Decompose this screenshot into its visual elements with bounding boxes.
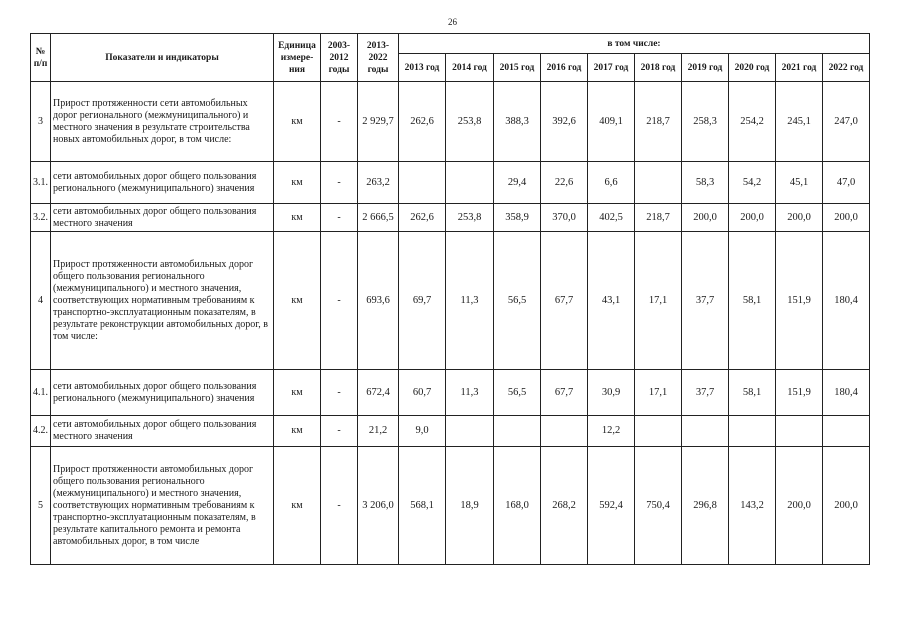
row-year-value: 151,9 [776,370,823,416]
row-year-value: 30,9 [588,370,635,416]
row-year-value: 11,3 [446,370,494,416]
row-year-value: 11,3 [446,232,494,370]
row-year-value [776,416,823,447]
row-year-value: 409,1 [588,82,635,162]
row-year-value: 67,7 [541,370,588,416]
row-unit: км [274,82,321,162]
row-year-value: 143,2 [729,447,776,565]
row-year-value: 18,9 [446,447,494,565]
row-number: 4.2. [31,416,51,447]
row-year-value: 29,4 [494,162,541,204]
row-year-value: 402,5 [588,204,635,232]
header-year: 2022 год [823,54,870,82]
row-year-value: 12,2 [588,416,635,447]
header-year: 2018 год [635,54,682,82]
table-row [31,416,870,447]
row-number: 5 [31,447,51,565]
row-year-value: 37,7 [682,232,729,370]
row-year-value: 180,4 [823,232,870,370]
row-indicator-name: сети автомобильных дорог общего пользования регионального (межмуниципального) значения [51,370,274,416]
row-year-value [399,162,446,204]
row-year-value: 388,3 [494,82,541,162]
header-unit: Единица измере-ния [274,34,321,82]
row-year-value: 200,0 [729,204,776,232]
row-year-value [446,162,494,204]
row-year-value: 200,0 [682,204,729,232]
row-indicator-name: Прирост протяженности сети автомобильных дорог регионального (межмуниципального) и местного значения в результате строительства новых автомобильных дорог, в том числе: [51,82,274,162]
row-unit: км [274,416,321,447]
row-number: 3.1. [31,162,51,204]
row-year-value: 168,0 [494,447,541,565]
row-year-value: 296,8 [682,447,729,565]
row-period-2003-2012: - [321,416,358,447]
row-year-value: 9,0 [399,416,446,447]
row-year-value: 180,4 [823,370,870,416]
header-year: 2017 год [588,54,635,82]
row-year-value [541,416,588,447]
row-period-2013-2022: 672,4 [358,370,399,416]
row-period-2003-2012: - [321,204,358,232]
row-indicator-name: сети автомобильных дорог общего пользования местного значения [51,416,274,447]
row-year-value: 6,6 [588,162,635,204]
row-year-value: 58,1 [729,370,776,416]
row-year-value: 56,5 [494,370,541,416]
row-year-value: 58,3 [682,162,729,204]
row-period-2003-2012: - [321,162,358,204]
table-row [31,162,870,204]
header-year: 2016 год [541,54,588,82]
row-year-value: 262,6 [399,82,446,162]
row-period-2003-2012: - [321,232,358,370]
header-year: 2013 год [399,54,446,82]
header-year: 2020 год [729,54,776,82]
row-unit: км [274,204,321,232]
header-year: 2019 год [682,54,729,82]
row-year-value: 218,7 [635,204,682,232]
row-year-value: 262,6 [399,204,446,232]
row-unit: км [274,447,321,565]
table-row [31,447,870,565]
row-period-2013-2022: 263,2 [358,162,399,204]
row-unit: км [274,232,321,370]
row-period-2003-2012: - [321,370,358,416]
row-indicator-name: сети автомобильных дорог общего пользования регионального (межмуниципального) значения [51,162,274,204]
row-period-2013-2022: 693,6 [358,232,399,370]
row-year-value: 254,2 [729,82,776,162]
table-row [31,82,870,162]
row-year-value: 750,4 [635,447,682,565]
indicators-table [30,33,870,565]
row-year-value: 200,0 [823,447,870,565]
table-row [31,204,870,232]
row-year-value [635,416,682,447]
row-number: 4.1. [31,370,51,416]
header-period-2013-2022: 2013-2022 годы [358,34,399,82]
row-year-value: 218,7 [635,82,682,162]
header-including: в том числе: [399,34,870,54]
row-unit: км [274,370,321,416]
header-no: № п/п [31,34,51,82]
row-period-2013-2022: 2 666,5 [358,204,399,232]
row-year-value: 200,0 [776,204,823,232]
row-year-value [823,416,870,447]
row-year-value: 58,1 [729,232,776,370]
row-year-value: 17,1 [635,232,682,370]
row-period-2003-2012: - [321,82,358,162]
page-number: 26 [448,17,457,27]
row-period-2003-2012: - [321,447,358,565]
row-year-value: 56,5 [494,232,541,370]
row-year-value: 268,2 [541,447,588,565]
row-year-value: 370,0 [541,204,588,232]
row-year-value [494,416,541,447]
row-number: 3 [31,82,51,162]
row-year-value [446,416,494,447]
row-year-value: 245,1 [776,82,823,162]
row-year-value: 54,2 [729,162,776,204]
row-number: 4 [31,232,51,370]
row-year-value: 43,1 [588,232,635,370]
row-number: 3.2. [31,204,51,232]
row-year-value: 392,6 [541,82,588,162]
row-year-value: 200,0 [823,204,870,232]
row-year-value: 69,7 [399,232,446,370]
row-unit: км [274,162,321,204]
row-year-value: 253,8 [446,204,494,232]
row-year-value [682,416,729,447]
row-period-2013-2022: 21,2 [358,416,399,447]
header-year: 2021 год [776,54,823,82]
row-year-value: 45,1 [776,162,823,204]
row-year-value: 568,1 [399,447,446,565]
row-year-value: 151,9 [776,232,823,370]
row-year-value: 258,3 [682,82,729,162]
row-year-value: 358,9 [494,204,541,232]
row-year-value: 592,4 [588,447,635,565]
header-year: 2014 год [446,54,494,82]
header-year: 2015 год [494,54,541,82]
row-year-value: 17,1 [635,370,682,416]
row-year-value: 247,0 [823,82,870,162]
row-year-value: 60,7 [399,370,446,416]
row-year-value: 22,6 [541,162,588,204]
row-year-value [635,162,682,204]
row-indicator-name: сети автомобильных дорог общего пользования местного значения [51,204,274,232]
row-indicator-name: Прирост протяженности автомобильных дорог общего пользования регионального (межмуниципального) и местного значения, соответствующих нормативным требованиям к транспортно-эксплуатационным показателям, в результате капитального ремонта и ремонта автомобильных дорог, в том числе [51,447,274,565]
header-period-2003-2012: 2003-2012 годы [321,34,358,82]
row-period-2013-2022: 3 206,0 [358,447,399,565]
row-year-value: 253,8 [446,82,494,162]
row-year-value: 200,0 [776,447,823,565]
row-indicator-name: Прирост протяженности автомобильных дорог общего пользования регионального (межмуниципального) и местного значения, соответствующих нормативным требованиям к транспортно-эксплуатационным показателям, в результате реконструкции автомобильных дорог, в том числе: [51,232,274,370]
table-row [31,232,870,370]
row-year-value: 67,7 [541,232,588,370]
header-indicators: Показатели и индикаторы [51,34,274,82]
table-row [31,370,870,416]
row-year-value: 47,0 [823,162,870,204]
row-year-value [729,416,776,447]
row-period-2013-2022: 2 929,7 [358,82,399,162]
row-year-value: 37,7 [682,370,729,416]
